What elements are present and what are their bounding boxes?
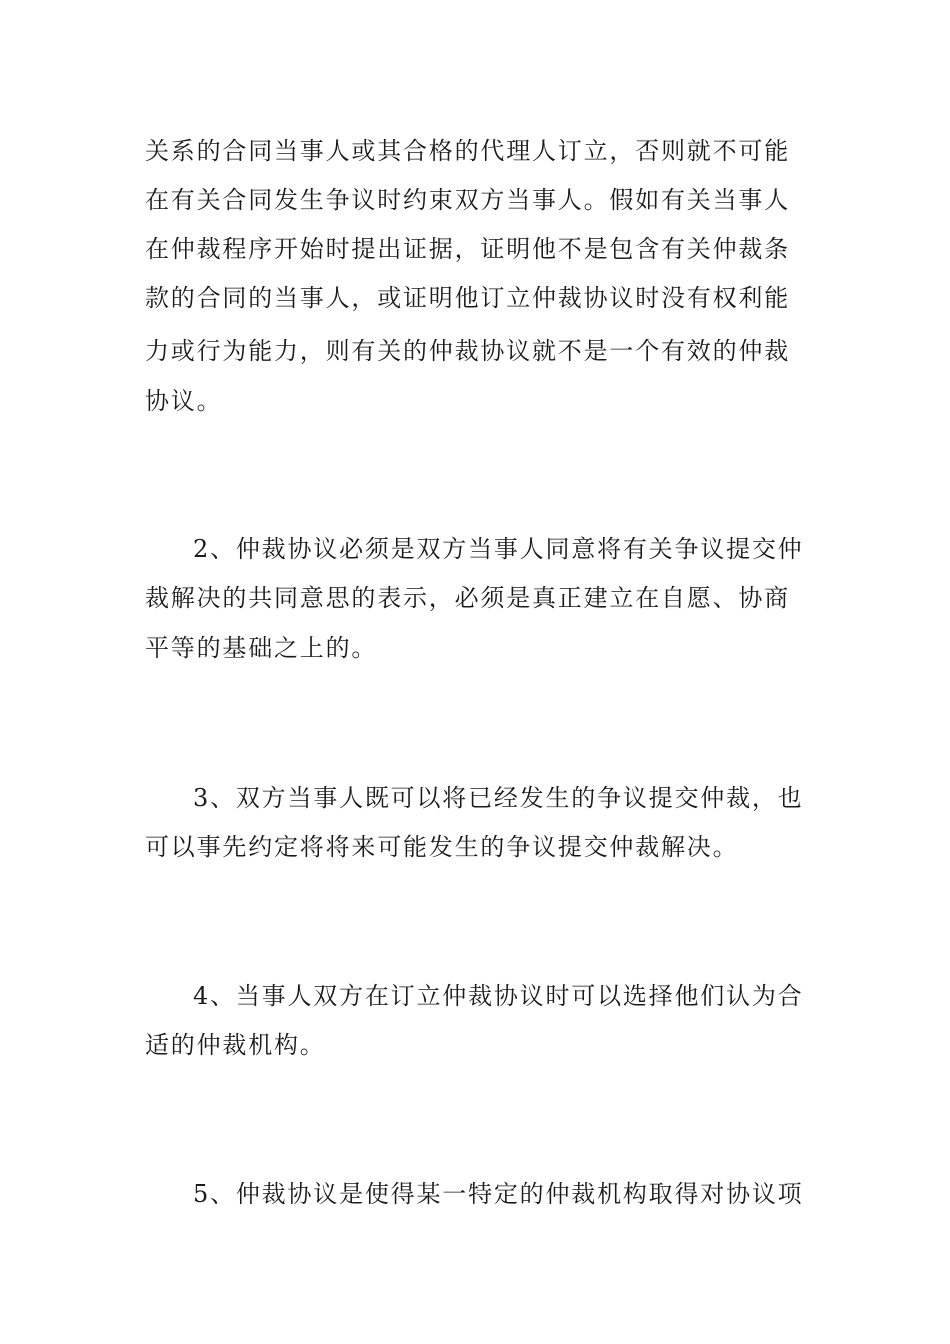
paragraph-line: 2、仲裁协议必须是双方当事人同意将有关争议提交仲 [193, 535, 804, 563]
paragraph-line: 5、仲裁协议是使得某一特定的仲裁机构取得对协议项 [193, 1180, 804, 1208]
paragraph-line: 力或行为能力，则有关的仲裁协议就不是一个有效的仲裁 [145, 337, 790, 365]
paragraph-line: 4、当事人双方在订立仲裁协议时可以选择他们认为合 [193, 982, 804, 1010]
paragraph-line: 可以事先约定将将来可能发生的争议提交仲裁解决。 [145, 833, 739, 861]
paragraph-line: 裁解决的共同意思的表示，必须是真正建立在自愿、协商 [145, 584, 790, 612]
paragraph-line: 协议。 [145, 387, 223, 415]
paragraph-line: 在仲裁程序开始时提出证据，证明他不是包含有关仲裁条 [145, 235, 790, 263]
paragraph-line: 3、双方当事人既可以将已经发生的争议提交仲裁，也 [193, 784, 804, 812]
paragraph-line: 在有关合同发生争议时约束双方当事人。假如有关当事人 [145, 186, 790, 214]
paragraph-line: 关系的合同当事人或其合格的代理人订立，否则就不可能 [145, 137, 790, 165]
paragraph-line: 平等的基础之上的。 [145, 634, 378, 662]
paragraph-line: 款的合同的当事人，或证明他订立仲裁协议时没有权利能 [145, 284, 790, 312]
paragraph-line: 适的仲裁机构。 [145, 1031, 326, 1059]
